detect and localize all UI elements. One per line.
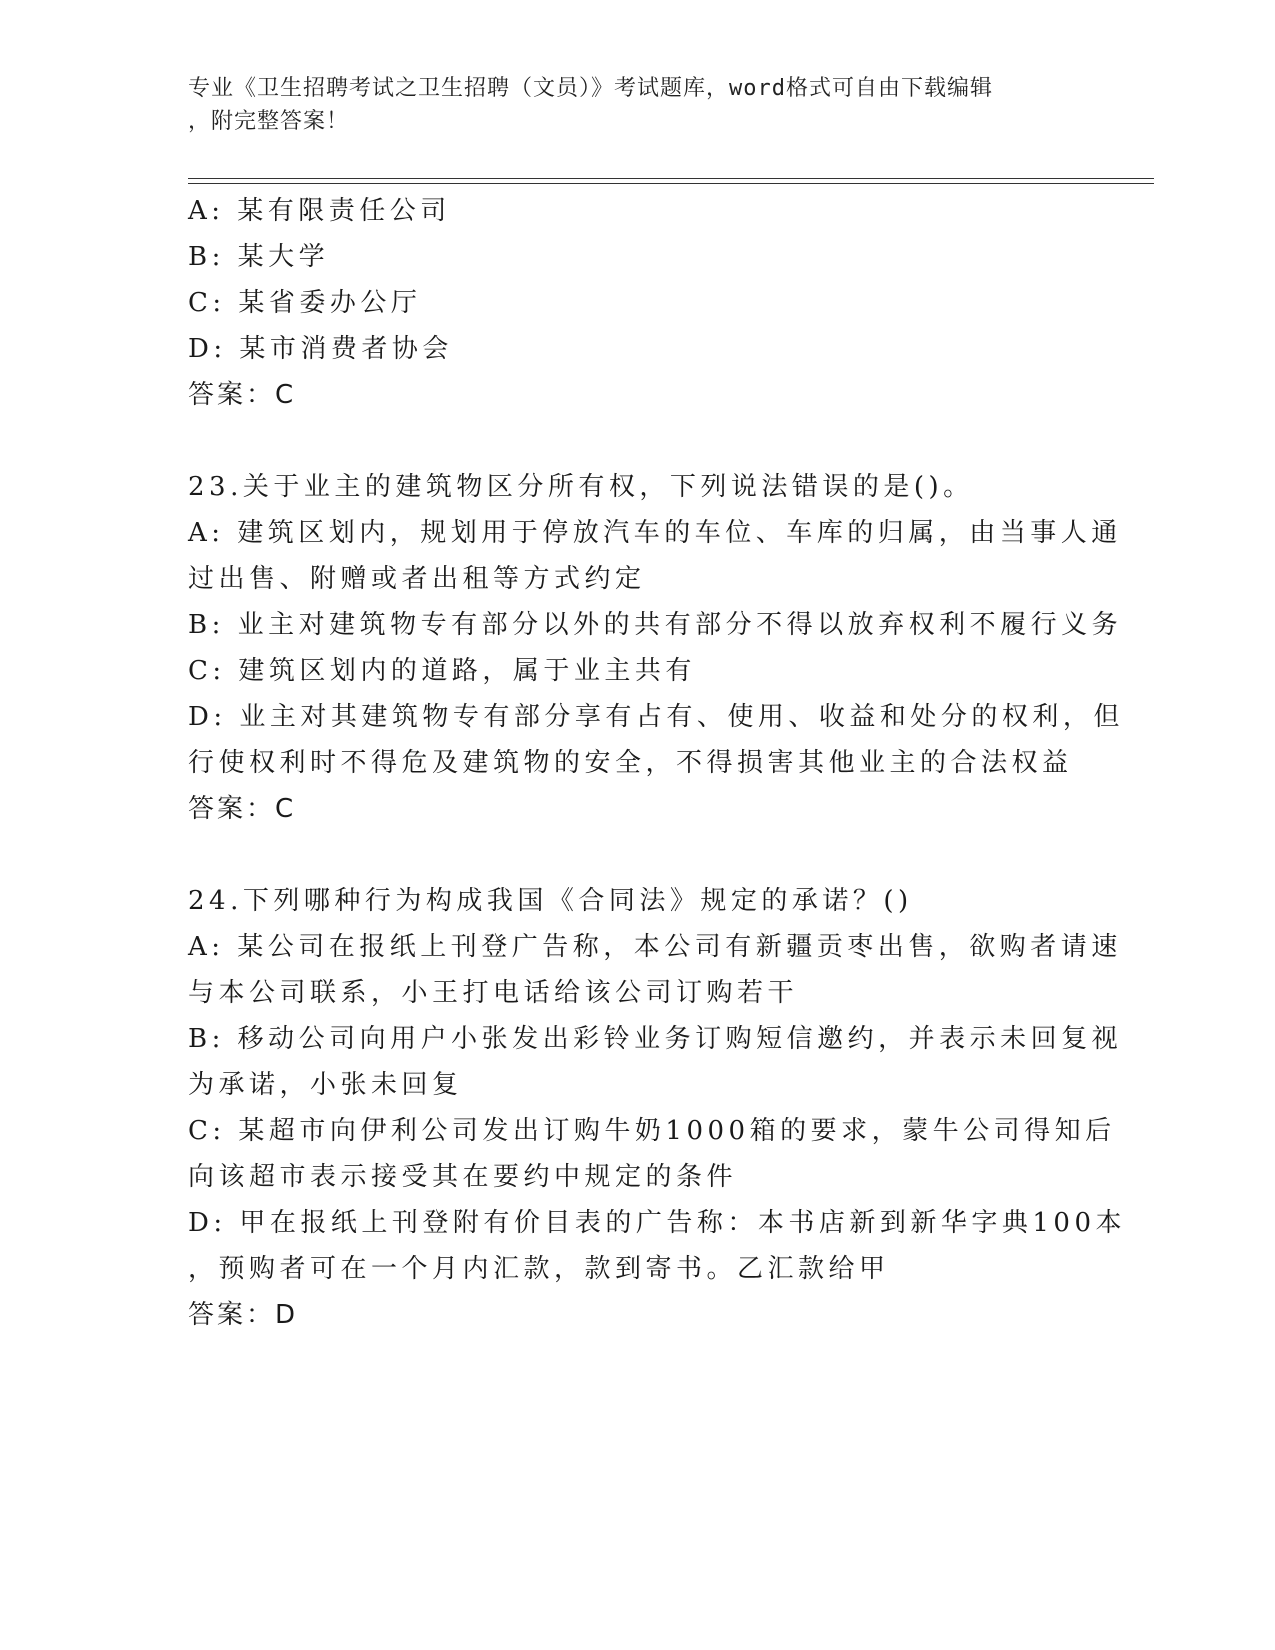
question-text: 24.下列哪种行为构成我国《合同法》规定的承诺？() [188, 886, 913, 916]
option-d: D: 某市消费者协会 [188, 334, 453, 364]
header-divider-bottom [188, 183, 1154, 184]
option-b: B: 移动公司向用户小张发出彩铃业务订购短信邀约，并表示未回复视 [188, 1024, 1123, 1054]
spacer [188, 418, 1088, 464]
document-header [188, 72, 1088, 138]
option-c: C: 某省委办公厅 [188, 288, 422, 318]
option-c: C: 建筑区划内的道路，属于业主共有 [188, 656, 696, 686]
option-c: C: 某超市向伊利公司发出订购牛奶1000箱的要求，蒙牛公司得知后 [188, 1116, 1116, 1146]
option-a: A: 某有限责任公司 [188, 196, 451, 226]
question-text: 23.关于业主的建筑物区分所有权，下列说法错误的是()。 [188, 472, 974, 502]
option-d-continued: ，预购者可在一个月内汇款，款到寄书。乙汇款给甲 [188, 1254, 890, 1284]
option-a: A: 某公司在报纸上刊登广告称，本公司有新疆贡枣出售，欲购者请速 [188, 932, 1122, 962]
option-a-continued: 与本公司联系，小王打电话给该公司订购若干 [188, 978, 799, 1008]
option-c-continued: 向该超市表示接受其在要约中规定的条件 [188, 1162, 738, 1192]
option-b: B: 某大学 [188, 242, 330, 272]
question-23 [188, 464, 1124, 832]
answer: 答案：D [188, 1300, 299, 1330]
option-b-continued: 为承诺，小张未回复 [188, 1070, 463, 1100]
header-line-2: ，附完整答案！ [188, 109, 350, 134]
question-22 [188, 188, 1088, 418]
option-a-continued: 过出售、附赠或者出租等方式约定 [188, 564, 646, 594]
answer: 答案：C [188, 380, 297, 410]
option-b: B: 业主对建筑物专有部分以外的共有部分不得以放弃权利不履行义务 [188, 610, 1123, 640]
question-content [188, 188, 1126, 1338]
header-divider-top [188, 178, 1154, 179]
header-line-1: 专业《卫生招聘考试之卫生招聘（文员）》考试题库，word格式可自由下载编辑 [188, 76, 993, 101]
spacer [188, 832, 1088, 878]
option-d-continued: 行使权利时不得危及建筑物的安全，不得损害其他业主的合法权益 [188, 748, 1073, 778]
answer: 答案：C [188, 794, 297, 824]
option-d: D: 甲在报纸上刊登附有价目表的广告称：本书店新到新华字典100本 [188, 1208, 1126, 1238]
option-a: A: 建筑区划内，规划用于停放汽车的车位、车库的归属，由当事人通 [188, 518, 1122, 548]
question-24 [188, 878, 1126, 1338]
option-d: D: 业主对其建筑物专有部分享有占有、使用、收益和处分的权利，但 [188, 702, 1124, 732]
